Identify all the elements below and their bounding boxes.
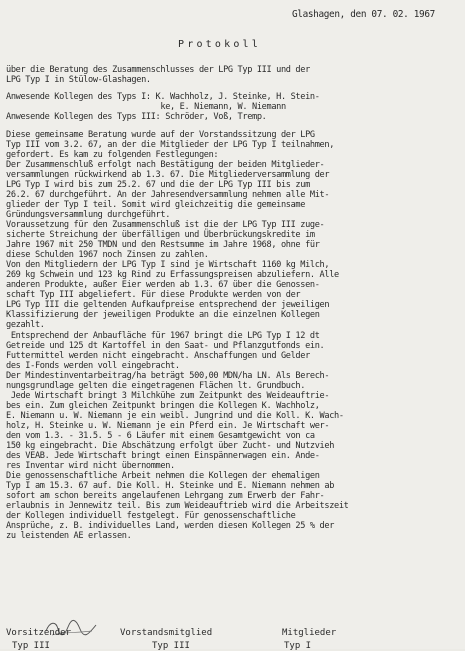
signature-type-board: Typ III — [152, 641, 190, 651]
body-line: gefordert. Es kam zu folgenden Festlegungen: — [6, 150, 219, 160]
document-date: Glashagen, den 07. 02. 1967 — [292, 9, 435, 20]
body-line: des VEAB. Jede Wirtschaft bringt einen Einspännerwagen ein. Ande- — [6, 451, 320, 461]
body-line: E. Niemann u. W. Niemann je ein weibl. Jungrind und die Koll. K. Wach- — [6, 411, 344, 421]
body-line: 150 kg eingebracht. Die Abschätzung erfolgt über Zucht- und Nutzvieh — [6, 441, 335, 451]
body-line: glieder der Typ I teil. Somit wird gleichzeitig die gemeinsame — [6, 200, 306, 210]
body-line: Entsprechend der Anbaufläche für 1967 bringt die LPG Typ I 12 dt — [6, 331, 320, 341]
body-line: den vom 1.3. - 31.5. 5 - 6 Läufer mit einem Gesamtgewicht von ca — [6, 431, 315, 441]
body-line: anderen Produkte, außer Eier werden ab 1.3. 67 über die Genossen- — [6, 280, 320, 290]
body-line: Jede Wirtschaft bringt 3 Milchkühe zum Zeitpunkt des Weideauftrie- — [6, 391, 330, 401]
body-line: der Kollegen individuell festgelegt. Für genossenschaftliche — [6, 511, 296, 521]
body-line: Voraussetzung für den Zusammenschluß ist die der LPG Typ III zuge- — [6, 220, 325, 230]
signature-role-chair: Vorsitzender — [6, 628, 72, 638]
body-line: Futtermittel werden nicht eingebracht. Anschaffungen und Gelder — [6, 351, 310, 361]
signature-type-members: Typ I — [284, 641, 312, 651]
body-line: Jahre 1967 mit 250 TMDN und den Restsumme im Jahre 1968, ohne für — [6, 240, 320, 250]
body-line: LPG Typ I wird bis zum 25.2. 67 und die der LPG Typ III bis zum — [6, 180, 310, 190]
body-line: bes ein. Zum gleichen Zeitpunkt bringen die Kollegen K. Wachholz, — [6, 401, 320, 411]
body-line: gezahlt. — [6, 320, 45, 330]
body-line: versammlungen rückwirkend ab 1.3. 67. Die Mitgliederversammlung der — [6, 170, 330, 180]
body-line: Typ I am 15.3. 67 auf. Die Koll. H. Steinke und E. Niemann nehmen ab — [6, 481, 335, 491]
body-line: Typ III vom 3.2. 67, an der die Mitglieder der LPG Typ I teilnahmen, — [6, 140, 335, 150]
body-line: Von den Mitgliedern der LPG Typ I sind je Wirtschaft 1160 kg Milch, — [6, 260, 330, 270]
body-line: Klassifizierung der jeweiligen Produkte an die einzelnen Kollegen — [6, 310, 320, 320]
signature-type-chair: Typ III — [12, 641, 50, 651]
attendees-line: ke, E. Niemann, W. Niemann — [6, 102, 286, 112]
body-line: 269 kg Schwein und 123 kg Rind zu Erfassungspreisen abzuliefern. Alle — [6, 270, 339, 280]
attendees-line: Anwesende Kollegen des Typs I: K. Wachholz, J. Steinke, H. Stein- — [6, 92, 320, 102]
body-line: diese Schulden 1967 noch Zinsen zu zahlen. — [6, 250, 209, 260]
body-line: Der Zusammenschluß erfolgt nach Bestätigung der beiden Mitglieder- — [6, 160, 325, 170]
body-line: erlaubnis in Jennewitz teil. Bis zum Weideauftrieb wird die Arbeitszeit — [6, 501, 349, 511]
body-line: Der Mindestinventarbeitrag/ha beträgt 500,00 MDN/ha LN. Als Berech- — [6, 371, 330, 381]
body-line: sofort am schon bereits angelaufenen Lehrgang zum Erwerb der Fahr- — [6, 491, 325, 501]
body-line: 26.2. 67 durchgeführt. An der Jahresendversammlung nehmen alle Mit- — [6, 190, 330, 200]
body-line: Diese gemeinsame Beratung wurde auf der Vorstandssitzung der LPG — [6, 130, 315, 140]
body-line: nungsgrundlage gelten die eingetragenen Flächen lt. Grundbuch. — [6, 381, 306, 391]
body-line: res Inventar wird nicht übernommen. — [6, 461, 175, 471]
attendees-line: Anwesende Kollegen des Typs III: Schröder, Voß, Tremp. — [6, 112, 267, 122]
body-line: Die genossenschaftliche Arbeit nehmen die Kollegen der ehemaligen — [6, 471, 320, 481]
body-line: sicherte Streichung der überfälligen und Überbrückungskredite im — [6, 230, 315, 240]
body-line: Getreide und 125 dt Kartoffel in den Saat- und Pflanzgutfonds ein. — [6, 341, 325, 351]
body-line: des I-Fonds werden voll eingebracht. — [6, 361, 180, 371]
body-line: Gründungsversammlung durchgeführt. — [6, 210, 171, 220]
body-line: Ansprüche, z. B. individuelles Land, werden diesen Kollegen 25 % der — [6, 521, 335, 531]
document-title: Protokoll — [178, 39, 261, 50]
body-line: holz, H. Steinke u. W. Niemann je ein Pferd ein. Je Wirtschaft wer- — [6, 421, 330, 431]
intro-line: über die Beratung des Zusammenschlusses der LPG Typ III und der — [6, 65, 310, 75]
signature-role-board: Vorstandsmitglied — [120, 628, 213, 638]
body-line: LPG Typ III die geltenden Aufkaufpreise entsprechend der jeweiligen — [6, 300, 330, 310]
body-line: zu leistenden AE erlassen. — [6, 531, 132, 541]
intro-line: LPG Typ I in Stülow-Glashagen. — [6, 75, 151, 85]
body-line: schaft Typ III abgeliefert. Für diese Produkte werden von der — [6, 290, 301, 300]
signature-role-members: Mitglieder — [282, 628, 337, 638]
